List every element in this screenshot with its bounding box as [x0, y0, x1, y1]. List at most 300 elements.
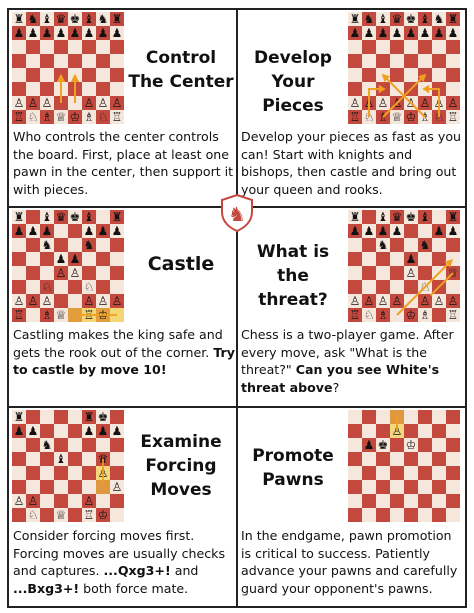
board-square: [54, 294, 68, 308]
body-text: and: [170, 563, 199, 579]
board-square: [40, 266, 54, 280]
tip-title: [128, 46, 234, 94]
chess-piece-icon: [84, 494, 95, 508]
chess-piece-icon: [56, 452, 67, 466]
board-square: [404, 494, 418, 508]
board-square: [348, 82, 362, 96]
board-square: [96, 40, 110, 54]
title-line: Promote: [252, 446, 334, 466]
board-square: [68, 224, 82, 238]
grid-divider-vertical: [236, 8, 238, 608]
chess-piece-icon: [378, 238, 389, 252]
chess-piece-icon: [84, 26, 95, 40]
chess-piece-icon: [14, 12, 25, 26]
title-line: Moves: [150, 480, 212, 500]
board-square: [40, 40, 54, 54]
board-square: [54, 410, 68, 424]
tip-body: [13, 527, 235, 597]
board-square: [404, 224, 418, 238]
board-square: [348, 266, 362, 280]
chess-piece-icon: [364, 308, 375, 322]
board-square: [40, 68, 54, 82]
board-square: [432, 410, 446, 424]
chess-piece-icon: [84, 210, 95, 224]
chess-piece-icon: [112, 480, 123, 494]
chess-piece-icon: [350, 308, 361, 322]
chess-piece-icon: [42, 110, 53, 124]
board-square: [362, 252, 376, 266]
board-square: [68, 452, 82, 466]
chess-piece-icon: [84, 508, 95, 522]
board-square: [390, 252, 404, 266]
board-square: [348, 466, 362, 480]
board-square: [40, 54, 54, 68]
board-square: [432, 494, 446, 508]
tip-body: Develop your pieces as fast as you can! Start with knights and bishops, then castle and bring out your queen and rooks.: [241, 129, 462, 197]
board-square: [404, 238, 418, 252]
board-square: [418, 40, 432, 54]
board-square: [82, 480, 96, 494]
board-square: [54, 54, 68, 68]
board-square: [110, 438, 124, 452]
board-square: [404, 280, 418, 294]
board-square: [68, 424, 82, 438]
chess-piece-icon: [28, 424, 39, 438]
board-square: [82, 466, 96, 480]
board-square: [26, 280, 40, 294]
chess-piece-icon: [56, 308, 67, 322]
chess-piece-icon: [98, 410, 109, 424]
board-square: [362, 280, 376, 294]
board-square: [362, 210, 376, 224]
tip-title: [240, 444, 346, 492]
chess-piece-icon: [42, 280, 53, 294]
board-square: [376, 266, 390, 280]
board-square: [110, 54, 124, 68]
chess-piece-icon: [14, 424, 25, 438]
board-square: [376, 252, 390, 266]
chess-piece-icon: [28, 26, 39, 40]
chess-piece-icon: [420, 210, 431, 224]
board-square: [54, 494, 68, 508]
board-square: [432, 424, 446, 438]
board-square: [54, 466, 68, 480]
body-text: Consider forcing moves first. Forcing moves are usually checks and captures.: [13, 528, 226, 579]
body-text: Castling makes the king safe and gets the rook out of the corner.: [13, 327, 223, 360]
board-square: [68, 466, 82, 480]
board-square: [26, 266, 40, 280]
board-square: [432, 308, 446, 322]
chess-piece-icon: [378, 438, 389, 452]
board-square: [348, 280, 362, 294]
board-square: [348, 452, 362, 466]
board-square: [404, 452, 418, 466]
board-square: [12, 280, 26, 294]
board-square: [432, 438, 446, 452]
chess-board-control-center: [12, 12, 124, 124]
board-square: [26, 410, 40, 424]
chess-piece-icon: [392, 224, 403, 238]
board-square: [418, 410, 432, 424]
chess-piece-icon: [14, 308, 25, 322]
board-square: [376, 480, 390, 494]
board-square: [110, 82, 124, 96]
board-square: [26, 308, 40, 322]
board-square: [432, 40, 446, 54]
board-square: [362, 68, 376, 82]
chess-piece-icon: [420, 238, 431, 252]
board-square: [26, 438, 40, 452]
board-square: [82, 266, 96, 280]
board-square: [362, 54, 376, 68]
chess-piece-icon: [350, 224, 361, 238]
board-square: [26, 238, 40, 252]
chess-piece-icon: [28, 294, 39, 308]
chess-piece-icon: [350, 110, 361, 124]
chess-piece-icon: [14, 26, 25, 40]
chess-board-promote-pawns: [348, 410, 460, 522]
chess-piece-icon: [98, 224, 109, 238]
chess-piece-icon: [420, 294, 431, 308]
tip-body: Who controls the center controls the board. First, place at least one pawn in the center, then support it with pieces.: [13, 129, 234, 197]
board-square: [68, 40, 82, 54]
chess-piece-icon: [392, 26, 403, 40]
board-square: [12, 452, 26, 466]
title-line: Examine: [140, 432, 222, 452]
board-square: [110, 68, 124, 82]
board-square: [446, 82, 460, 96]
board-square: [68, 410, 82, 424]
board-square: [390, 266, 404, 280]
board-square: [404, 466, 418, 480]
board-square: [348, 68, 362, 82]
board-square: [446, 410, 460, 424]
chess-piece-icon: [84, 12, 95, 26]
chess-piece-icon: [364, 438, 375, 452]
chess-piece-icon: [56, 508, 67, 522]
board-square: [362, 452, 376, 466]
tip-title: [128, 252, 234, 276]
title-line: threat?: [258, 290, 328, 310]
chess-piece-icon: [350, 294, 361, 308]
board-square: [418, 508, 432, 522]
board-square: [362, 266, 376, 280]
chess-piece-icon: [392, 210, 403, 224]
board-square: [82, 82, 96, 96]
chess-piece-icon: [28, 12, 39, 26]
chess-piece-icon: [420, 12, 431, 26]
board-square: [12, 266, 26, 280]
board-square: [418, 54, 432, 68]
board-square: [390, 40, 404, 54]
title-line: What is the: [256, 242, 330, 286]
board-square: [418, 452, 432, 466]
board-square: [96, 54, 110, 68]
board-square: [82, 40, 96, 54]
chess-piece-icon: [98, 12, 109, 26]
board-square: [110, 40, 124, 54]
board-square: [446, 68, 460, 82]
board-square: [418, 266, 432, 280]
board-square: [362, 424, 376, 438]
chess-piece-icon: [420, 96, 431, 110]
board-square: [96, 68, 110, 82]
chess-piece-icon: [56, 26, 67, 40]
board-square: [26, 252, 40, 266]
board-square: [26, 466, 40, 480]
chess-piece-icon: [84, 96, 95, 110]
board-square: [362, 480, 376, 494]
chess-piece-icon: [406, 266, 417, 280]
board-square: [12, 438, 26, 452]
board-square: [40, 452, 54, 466]
chess-piece-icon: [364, 224, 375, 238]
chess-piece-icon: [14, 410, 25, 424]
board-square: [96, 238, 110, 252]
chess-piece-icon: [84, 224, 95, 238]
chess-piece-icon: [406, 26, 417, 40]
board-square: [404, 508, 418, 522]
chess-piece-icon: [448, 294, 459, 308]
board-square: [96, 210, 110, 224]
chess-piece-icon: [14, 224, 25, 238]
chess-piece-icon: [448, 26, 459, 40]
chess-piece-icon: [448, 210, 459, 224]
chess-piece-icon: [434, 26, 445, 40]
body-bold-text: Can you see White's threat above: [241, 362, 440, 395]
chess-piece-icon: [42, 96, 53, 110]
board-square: [40, 424, 54, 438]
body-text: both force mate.: [79, 580, 189, 596]
board-square: [432, 68, 446, 82]
chess-piece-icon: [84, 410, 95, 424]
board-square: [390, 466, 404, 480]
board-square: [376, 494, 390, 508]
tip-body: In the endgame, pawn promotion is critical to success. Patiently advance your pawns and carefully guard your opponent's pawns.: [241, 528, 458, 596]
board-square: [110, 266, 124, 280]
board-square: [40, 466, 54, 480]
board-square: [432, 54, 446, 68]
board-square: [54, 280, 68, 294]
board-square: [110, 452, 124, 466]
board-square: [390, 54, 404, 68]
chess-piece-icon: [14, 494, 25, 508]
chess-board-castle: [12, 210, 124, 322]
board-square: [12, 480, 26, 494]
chess-piece-icon: [112, 224, 123, 238]
board-square: [404, 68, 418, 82]
board-square: [418, 224, 432, 238]
chess-piece-icon: [364, 294, 375, 308]
board-square: [446, 438, 460, 452]
board-square: [348, 252, 362, 266]
chess-piece-icon: [406, 210, 417, 224]
tip-body: [241, 326, 463, 396]
title-line: Develop: [254, 48, 332, 68]
chess-piece-icon: [112, 12, 123, 26]
board-square: [82, 452, 96, 466]
board-square: [96, 266, 110, 280]
board-square: [432, 508, 446, 522]
chess-piece-icon: [42, 308, 53, 322]
chess-piece-icon: [406, 308, 417, 322]
chess-piece-icon: [70, 12, 81, 26]
chess-piece-icon: [448, 110, 459, 124]
title-line: Forcing: [145, 456, 217, 476]
board-square: [390, 438, 404, 452]
board-square: [68, 494, 82, 508]
chess-piece-icon: [42, 12, 53, 26]
chess-piece-icon: [98, 508, 109, 522]
chess-piece-icon: [14, 96, 25, 110]
chess-piece-icon: [70, 210, 81, 224]
board-square: [446, 238, 460, 252]
board-square: [390, 452, 404, 466]
chess-piece-icon: [112, 294, 123, 308]
board-square: [348, 238, 362, 252]
chess-knight-shield-icon: [220, 194, 254, 232]
board-square: [26, 54, 40, 68]
board-square: [82, 438, 96, 452]
board-square: [446, 494, 460, 508]
body-text: ?: [332, 379, 340, 395]
board-square: [12, 82, 26, 96]
board-square: [446, 480, 460, 494]
chess-piece-icon: [112, 96, 123, 110]
chess-piece-icon: [448, 12, 459, 26]
chess-piece-icon: [84, 294, 95, 308]
board-square: [40, 252, 54, 266]
chess-piece-icon: [378, 26, 389, 40]
chess-piece-icon: [434, 224, 445, 238]
chess-piece-icon: [56, 12, 67, 26]
chess-piece-icon: [28, 224, 39, 238]
board-square: [418, 480, 432, 494]
chess-piece-icon: [112, 110, 123, 124]
board-square: [348, 424, 362, 438]
tip-title: [240, 46, 346, 118]
title-line: Control: [145, 48, 217, 68]
board-square: [110, 238, 124, 252]
board-square: [96, 82, 110, 96]
board-square: [362, 508, 376, 522]
chess-piece-icon: [98, 26, 109, 40]
chess-piece-icon: [42, 26, 53, 40]
chess-piece-icon: [378, 210, 389, 224]
board-square: [96, 438, 110, 452]
board-square: [12, 252, 26, 266]
chess-piece-icon: [350, 210, 361, 224]
chess-piece-icon: [350, 12, 361, 26]
board-square: [82, 68, 96, 82]
svg-text:♞: ♞: [228, 202, 246, 226]
chess-piece-icon: [434, 12, 445, 26]
board-square: [96, 252, 110, 266]
chess-piece-icon: [42, 438, 53, 452]
board-square: [348, 54, 362, 68]
chess-piece-icon: [84, 280, 95, 294]
chess-piece-icon: [350, 96, 361, 110]
tip-title: [240, 240, 346, 312]
board-square: [110, 280, 124, 294]
board-square: [362, 40, 376, 54]
chess-piece-icon: [448, 224, 459, 238]
title-line: Castle: [147, 253, 215, 275]
board-square: [54, 480, 68, 494]
board-square: [110, 252, 124, 266]
title-line: The Center: [128, 72, 234, 92]
chess-piece-icon: [98, 424, 109, 438]
board-square: [418, 438, 432, 452]
board-square: [376, 424, 390, 438]
chess-piece-icon: [448, 308, 459, 322]
chess-piece-icon: [98, 110, 109, 124]
board-square: [362, 494, 376, 508]
board-square: [432, 480, 446, 494]
board-square: [432, 452, 446, 466]
board-square: [404, 424, 418, 438]
chess-piece-icon: [378, 96, 389, 110]
chess-piece-icon: [420, 26, 431, 40]
board-square: [446, 508, 460, 522]
chess-piece-icon: [56, 210, 67, 224]
board-square: [432, 252, 446, 266]
body-text: Chess is a two-player game. After every move, ask "What is the threat?": [241, 327, 454, 378]
chess-piece-icon: [406, 12, 417, 26]
board-square: [404, 40, 418, 54]
title-line: Pawns: [262, 470, 324, 490]
board-square: [12, 40, 26, 54]
board-square: [376, 54, 390, 68]
board-square: [54, 438, 68, 452]
chess-piece-icon: [98, 294, 109, 308]
chess-piece-icon: [42, 294, 53, 308]
board-square: [348, 40, 362, 54]
board-square: [432, 466, 446, 480]
grid-divider-row2: [7, 406, 467, 408]
board-square: [404, 410, 418, 424]
board-square: [390, 480, 404, 494]
chess-piece-icon: [406, 252, 417, 266]
board-square: [446, 452, 460, 466]
board-square: [68, 294, 82, 308]
board-square: [348, 438, 362, 452]
chess-piece-icon: [364, 26, 375, 40]
board-square: [362, 410, 376, 424]
board-square: [26, 210, 40, 224]
board-square: [348, 480, 362, 494]
chess-board-threat: [348, 210, 460, 322]
board-square: [432, 238, 446, 252]
chess-piece-icon: [378, 12, 389, 26]
board-square: [362, 238, 376, 252]
board-square: [26, 452, 40, 466]
chess-piece-icon: [378, 308, 389, 322]
chess-piece-icon: [434, 294, 445, 308]
board-square: [348, 494, 362, 508]
chess-piece-icon: [84, 424, 95, 438]
chess-piece-icon: [112, 424, 123, 438]
chess-piece-icon: [364, 12, 375, 26]
board-square: [82, 252, 96, 266]
board-square: [54, 424, 68, 438]
chess-piece-icon: [28, 508, 39, 522]
chess-piece-icon: [112, 210, 123, 224]
chess-piece-icon: [56, 110, 67, 124]
chess-piece-icon: [56, 252, 67, 266]
board-square: [12, 68, 26, 82]
board-square: [418, 252, 432, 266]
